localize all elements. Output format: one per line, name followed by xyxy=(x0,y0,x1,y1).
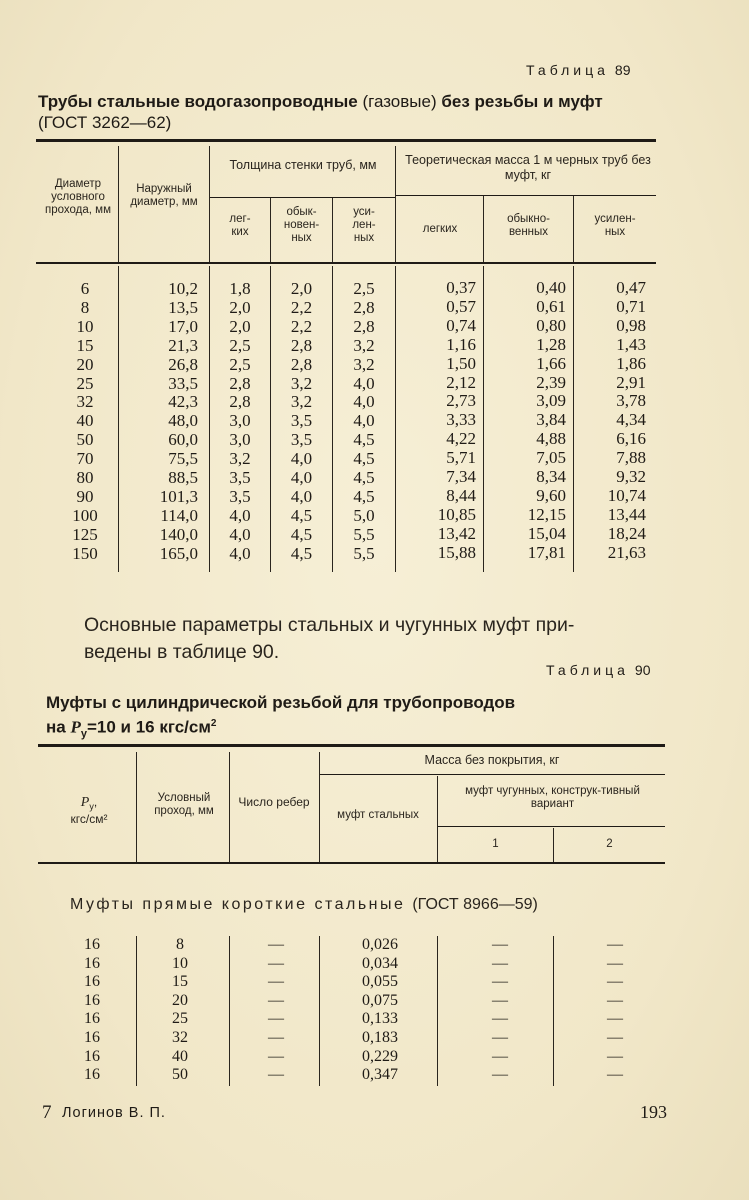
col-wall-light xyxy=(210,280,270,564)
table-cell: — xyxy=(492,973,508,991)
table-cell: 16 xyxy=(84,1028,100,1046)
table-cell: 21,63 xyxy=(607,542,646,562)
hdr-wall-light: лег- ких xyxy=(229,213,251,238)
table-cell: — xyxy=(607,1010,623,1028)
table-cell: 0,98 xyxy=(616,315,646,335)
table-cell: 16 xyxy=(84,1010,100,1028)
table-cell: 3,5 xyxy=(290,411,313,431)
wall-group-rule xyxy=(210,197,396,198)
table-cell: 0,80 xyxy=(536,315,566,335)
table-cell: 0,61 xyxy=(536,296,566,316)
table-cell: 16 xyxy=(84,973,100,991)
table-cell: 10,74 xyxy=(607,485,646,505)
table-cell: — xyxy=(268,973,284,991)
table-cell: 15,04 xyxy=(527,523,566,543)
table-cell: 1,16 xyxy=(446,334,476,354)
table-cell: 2,8 xyxy=(290,354,313,374)
title-part-3: без резьбы и муфт xyxy=(441,92,603,111)
hdr-wall-group: Толщина стенки труб, мм xyxy=(229,158,377,172)
table-cell: 5,5 xyxy=(353,524,375,544)
table-cell: 3,2 xyxy=(290,373,313,393)
hdr-dn: Диаметр условного прохода, мм xyxy=(45,178,111,216)
table-cell: 3,5 xyxy=(229,486,251,506)
paragraph-line-2: ведены в таблице 90. xyxy=(84,641,280,663)
table-cell: 48,0 xyxy=(168,411,198,431)
t90-hdr-cast-group: муфт чугунных, конструк-тивный вариант xyxy=(465,785,640,810)
t90-hdr-steel: муфт стальных xyxy=(337,809,419,821)
title-gost: (ГОСТ 3262—62) xyxy=(38,113,172,132)
table-cell: 2,2 xyxy=(290,297,313,317)
hdr-vline-5 xyxy=(395,146,396,262)
title-py: P xyxy=(70,717,81,737)
table-cell: 0,034 xyxy=(362,954,398,972)
table-cell: 16 xyxy=(84,1047,100,1065)
table-cell: 3,2 xyxy=(353,335,375,355)
table-cell: 32 xyxy=(172,1028,188,1046)
table-label-number: 90 xyxy=(634,662,651,678)
table-cell: 40 xyxy=(172,1047,188,1065)
table-cell: 17,0 xyxy=(168,316,198,336)
col-mass-light xyxy=(396,279,476,563)
table-cell: 2,2 xyxy=(290,316,313,336)
table-cell: 2,5 xyxy=(229,335,251,355)
t90-col-dn xyxy=(150,936,210,1085)
t90-hdr-py: $P_у$, кгс/см² xyxy=(70,795,108,827)
table-cell: 2,39 xyxy=(536,372,566,392)
table-cell: 20 xyxy=(76,354,94,374)
table-cell: 4,0 xyxy=(353,411,375,431)
table-cell: 2,0 xyxy=(229,297,251,317)
title-sup: 2 xyxy=(210,718,217,729)
table-cell: — xyxy=(492,1066,508,1084)
t90-col-ribs xyxy=(240,936,312,1085)
table-label-word: Таблица xyxy=(546,662,629,678)
hdr-mass-heavy: усилен- ных xyxy=(594,213,636,238)
table-cell: 2,0 xyxy=(290,279,313,298)
table-cell: 42,3 xyxy=(168,392,198,412)
table-cell: — xyxy=(268,1010,284,1028)
table-cell: 2,91 xyxy=(616,372,646,392)
table-cell: 2,8 xyxy=(229,373,251,393)
table-cell: 25 xyxy=(76,373,94,393)
table-cell: 10,2 xyxy=(168,279,198,298)
table-cell: 4,5 xyxy=(353,430,375,450)
table-cell: — xyxy=(607,1047,623,1065)
t90-body-vline-1 xyxy=(136,936,137,1086)
t90-hdr-mass-group: Масса без покрытия, кг xyxy=(424,753,560,767)
table-cell: 0,075 xyxy=(362,991,398,1009)
table-cell: 16 xyxy=(84,936,100,953)
table-cell: 8,34 xyxy=(536,467,566,487)
table-cell: 2,8 xyxy=(229,392,251,412)
t90-col-steel xyxy=(330,936,430,1085)
col-mass-normal xyxy=(484,279,566,563)
table-90-title xyxy=(46,692,686,745)
table-89-title xyxy=(38,91,718,133)
table-90-header-rule xyxy=(38,862,665,864)
table-cell: — xyxy=(607,936,623,953)
table-cell: 12,15 xyxy=(527,504,566,524)
table-cell: 4,88 xyxy=(536,429,566,449)
table-cell: 10 xyxy=(172,954,188,972)
table-cell: — xyxy=(492,991,508,1009)
table-cell: 0,71 xyxy=(616,296,646,316)
table-cell: 4,5 xyxy=(290,505,313,525)
table-cell: 33,5 xyxy=(168,373,198,393)
section-title xyxy=(70,896,670,914)
table-cell: 1,86 xyxy=(616,353,646,373)
table-cell: 0,229 xyxy=(362,1047,398,1065)
table-cell: 0,74 xyxy=(446,315,476,335)
table-cell: 0,183 xyxy=(362,1028,398,1046)
table-cell: 8 xyxy=(176,936,184,953)
t90-hdr-v1: 1 xyxy=(492,838,499,850)
table-cell: 3,0 xyxy=(229,430,251,450)
table-cell: 4,34 xyxy=(616,410,646,430)
table-cell: — xyxy=(268,1028,284,1046)
table-cell: 4,5 xyxy=(290,543,313,563)
table-cell: 13,42 xyxy=(437,523,476,543)
table-cell: 1,43 xyxy=(616,334,646,354)
table-cell: 3,09 xyxy=(536,391,566,411)
table-cell: 13,5 xyxy=(168,297,198,317)
table-cell: 4,0 xyxy=(229,505,251,525)
table-cell: 125 xyxy=(72,524,98,544)
t90-body-vline-4 xyxy=(437,936,438,1086)
section-title-text: Муфты прямые короткие стальные xyxy=(70,896,406,913)
table-cell: — xyxy=(492,1028,508,1046)
table-cell: 16 xyxy=(84,954,100,972)
table-cell: 3,2 xyxy=(229,449,251,469)
t90-hdr-v2: 2 xyxy=(606,838,613,850)
t90-hdr-dn: Условный проход, мм xyxy=(154,792,214,817)
table-cell: 165,0 xyxy=(159,543,198,563)
table-cell: — xyxy=(268,991,284,1009)
table-cell: 4,0 xyxy=(290,468,313,488)
table-cell: 60,0 xyxy=(168,430,198,450)
table-cell: 13,44 xyxy=(607,504,646,524)
hdr-wall-normal: обык- новен- ных xyxy=(283,206,320,244)
table-cell: 7,34 xyxy=(446,467,476,487)
table-cell: 4,5 xyxy=(290,524,313,544)
table-cell: 15 xyxy=(76,335,94,355)
col-dn xyxy=(55,280,115,564)
table-cell: 2,12 xyxy=(446,372,476,392)
t90-vline-2 xyxy=(229,752,230,862)
table-cell: 4,5 xyxy=(353,468,375,488)
table-cell: 1,50 xyxy=(446,353,476,373)
table-cell: 2,0 xyxy=(229,316,251,336)
table-cell: 0,347 xyxy=(362,1066,398,1084)
table-cell: 40 xyxy=(76,411,94,431)
table-90-label xyxy=(546,662,650,678)
title-line-2-post: =10 и 16 кгс/см xyxy=(86,717,211,737)
t90-col-v1 xyxy=(460,936,540,1085)
table-cell: 3,84 xyxy=(536,410,566,430)
page-number: 193 xyxy=(640,1102,667,1122)
table-cell: 3,33 xyxy=(446,410,476,430)
table-cell: 6 xyxy=(80,279,90,298)
title-line-2-pre: на xyxy=(46,717,71,737)
table-cell: 16 xyxy=(84,1066,100,1084)
table-cell: 0,055 xyxy=(362,973,398,991)
table-cell: 8 xyxy=(80,297,90,317)
t90-vline-3 xyxy=(319,752,320,862)
table-cell: 88,5 xyxy=(168,468,198,488)
table-cell: 32 xyxy=(76,392,94,412)
table-cell: 4,22 xyxy=(446,429,476,449)
table-cell: — xyxy=(268,1066,284,1084)
table-cell: 18,24 xyxy=(607,523,646,543)
table-cell: 0,37 xyxy=(446,278,476,297)
table-cell: 90 xyxy=(76,486,94,506)
table-cell: 3,5 xyxy=(290,430,313,450)
table-cell: 15 xyxy=(172,973,188,991)
table-cell: 1,8 xyxy=(229,279,251,298)
t90-col-v2 xyxy=(575,936,655,1085)
t90-col-py xyxy=(62,936,122,1085)
table-cell: 2,8 xyxy=(290,335,313,355)
hdr-vline-2 xyxy=(209,146,210,262)
table-cell: 100 xyxy=(72,505,98,525)
table-cell: 0,57 xyxy=(446,296,476,316)
table-cell: 17,81 xyxy=(527,542,566,562)
table-cell: 4,5 xyxy=(353,486,375,506)
signature-mark: 7 xyxy=(42,1102,52,1123)
table-cell: 2,5 xyxy=(229,354,251,374)
table-cell: — xyxy=(607,973,623,991)
t90-vline-1 xyxy=(136,752,137,862)
table-cell: 0,026 xyxy=(362,936,398,953)
table-cell: 150 xyxy=(72,543,98,563)
table-cell: 4,0 xyxy=(229,543,251,563)
table-cell: 4,0 xyxy=(290,486,313,506)
table-89-top-rule xyxy=(36,139,656,142)
hdr-mass-normal: обыкно- венных xyxy=(507,213,550,238)
table-cell: 140,0 xyxy=(159,524,198,544)
table-cell: — xyxy=(268,954,284,972)
table-cell: — xyxy=(607,1028,623,1046)
t90-body-vline-3 xyxy=(319,936,320,1086)
title-line-1: Муфты с цилиндрической резьбой для трубопроводов xyxy=(46,693,516,712)
t90-body-vline-2 xyxy=(229,936,230,1086)
title-part-1: Трубы стальные водогазопроводные xyxy=(38,92,358,111)
table-cell: 1,28 xyxy=(536,334,566,354)
cast-group-rule-90 xyxy=(438,826,665,827)
title-part-2: (газовые) xyxy=(362,92,437,111)
t90-hdr-ribs: Число ребер xyxy=(238,795,310,809)
table-cell: 114,0 xyxy=(160,505,198,525)
table-cell: 0,47 xyxy=(616,278,646,297)
table-cell: — xyxy=(268,1047,284,1065)
table-cell: 4,5 xyxy=(353,449,375,469)
table-cell: 80 xyxy=(76,468,94,488)
table-cell: 20 xyxy=(172,991,188,1009)
col-od xyxy=(120,280,208,564)
table-cell: 2,8 xyxy=(353,316,375,336)
table-cell: — xyxy=(607,991,623,1009)
table-cell: 2,5 xyxy=(353,279,375,298)
col-wall-heavy xyxy=(333,280,395,564)
table-label-word: Таблица xyxy=(526,62,609,78)
table-cell: 10,85 xyxy=(437,504,476,524)
table-cell: 3,2 xyxy=(290,392,313,412)
table-cell: 3,2 xyxy=(353,354,375,374)
table-cell: 0,40 xyxy=(536,278,566,297)
table-cell: 5,5 xyxy=(353,543,375,563)
table-89-header-rule xyxy=(36,262,656,264)
table-cell: 9,60 xyxy=(536,485,566,505)
table-cell: 2,73 xyxy=(446,391,476,411)
table-cell: 4,0 xyxy=(229,524,251,544)
table-cell: 25 xyxy=(172,1010,188,1028)
paragraph-line-1: Основные параметры стальных и чугунных муфт при- xyxy=(84,614,575,636)
table-cell: 3,78 xyxy=(616,391,646,411)
table-cell: 6,16 xyxy=(616,429,646,449)
t90-body-vline-5 xyxy=(553,936,554,1086)
table-cell: — xyxy=(607,1066,623,1084)
section-gost: (ГОСТ 8966—59) xyxy=(412,896,538,913)
table-cell: 50 xyxy=(172,1066,188,1084)
table-cell: 75,5 xyxy=(168,449,198,469)
table-cell: 26,8 xyxy=(168,354,198,374)
col-wall-normal xyxy=(271,280,332,564)
table-cell: 7,88 xyxy=(616,448,646,468)
hdr-od: Наружный диаметр, мм xyxy=(130,183,198,208)
table-cell: 21,3 xyxy=(168,335,198,355)
table-cell: 1,66 xyxy=(536,353,566,373)
mass-group-rule-90 xyxy=(320,774,665,775)
table-cell: 4,0 xyxy=(290,449,313,469)
footer-author: Логинов В. П. xyxy=(62,1105,166,1121)
table-cell: — xyxy=(492,954,508,972)
table-cell: — xyxy=(607,954,623,972)
py-unit: кгс/см² xyxy=(70,812,108,827)
table-89-label xyxy=(526,62,630,78)
col-mass-heavy xyxy=(574,279,646,563)
hdr-mass-group: Теоретическая масса 1 м черных труб без муфт, кг xyxy=(405,153,651,182)
table-cell: 7,05 xyxy=(536,448,566,468)
table-cell: 0,133 xyxy=(362,1010,398,1028)
table-cell: 15,88 xyxy=(437,542,476,562)
body-vline-1 xyxy=(118,266,119,572)
title-py-sub: у xyxy=(80,728,87,741)
hdr-mass-light: легких xyxy=(422,223,458,235)
table-90-top-rule xyxy=(38,744,665,747)
table-cell: 70 xyxy=(76,449,94,469)
hdr-wall-heavy: уси- лен- ных xyxy=(352,206,376,244)
table-cell: 3,5 xyxy=(229,468,251,488)
table-cell: — xyxy=(268,936,284,953)
table-cell: 50 xyxy=(76,430,94,450)
mass-group-rule xyxy=(396,195,656,196)
body-paragraph xyxy=(84,612,684,666)
table-cell: 10 xyxy=(76,316,94,336)
table-cell: 3,0 xyxy=(229,411,251,431)
table-cell: 16 xyxy=(84,991,100,1009)
table-cell: 9,32 xyxy=(616,467,646,487)
table-cell: 8,44 xyxy=(446,485,476,505)
table-cell: — xyxy=(492,1047,508,1065)
table-cell: 2,8 xyxy=(353,297,375,317)
table-cell: — xyxy=(492,936,508,953)
py-sub: у xyxy=(89,801,94,812)
py-letter: P xyxy=(80,795,90,810)
table-cell: 4,0 xyxy=(353,392,375,412)
footer-signature xyxy=(42,1102,52,1124)
table-cell: 4,0 xyxy=(353,373,375,393)
table-cell: 101,3 xyxy=(159,486,198,506)
table-cell: — xyxy=(492,1010,508,1028)
table-cell: 5,71 xyxy=(446,448,476,468)
table-cell: 5,0 xyxy=(353,505,375,525)
table-label-number: 89 xyxy=(614,62,631,78)
hdr-vline-1 xyxy=(118,146,119,262)
